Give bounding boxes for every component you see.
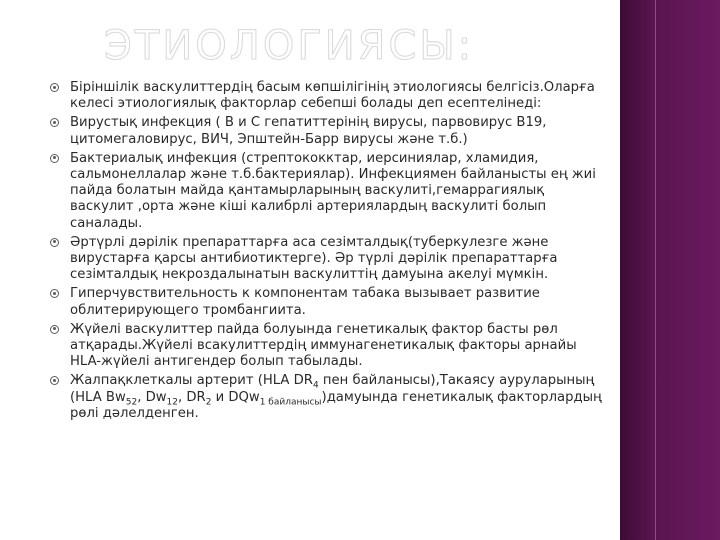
bullet-text: Біріншілік васкулиттердің басым көпшілігінің этиологиясы белгісіз.Оларға келесі этиологиялық факторлар себепші болады деп есептелінеді: <box>70 80 595 112</box>
subscript: 52 <box>125 397 138 408</box>
bullet-text: Вирустық инфекция ( В и С гепатиттерінің вирусы, парвовирус В19, цитомегаловирус, ВИЧ, Эпштейн-Барр вирусы және т.б.) <box>70 115 547 147</box>
bullet-text <box>70 373 606 422</box>
sidebar-divider <box>655 0 656 540</box>
subscript: 12 <box>166 397 178 408</box>
subscript: 4 <box>312 381 319 392</box>
text-segment: , DR <box>178 389 206 405</box>
list-item <box>46 235 606 284</box>
circle-bullet-icon <box>50 289 59 298</box>
subscript: 2 <box>205 397 212 408</box>
list-item <box>46 322 606 371</box>
circle-bullet-icon <box>50 154 59 163</box>
circle-bullet-icon <box>50 238 59 247</box>
list-item <box>46 80 606 112</box>
circle-bullet-icon <box>50 376 59 385</box>
bullet-text: Әртүрлі дәрілік препараттарға аса сезімталдық(туберкулезге және вирустарға қарсы антибиотиктерге). Әр түрлі дәрілік препараттарға сезімталдық некроздалынатын васкулиттің дамуына акелуі мүмкін. <box>70 234 558 283</box>
bullet-text: Жүйелі васкулиттер пайда болуында генетикалық фактор басты рөл атқарады.Жүйелі всакулиттердің иммунагенетикалық факторы арнайы HLA-жүйелі антигендер болып табылады. <box>70 321 577 370</box>
decorative-sidebar <box>620 0 720 540</box>
text-segment: , Dw <box>137 389 167 405</box>
text-segment: и DQw <box>211 389 260 405</box>
subscript: 1 байланысы <box>259 397 322 408</box>
text-segment: пен байланысы),Такаясу ауруларының (HLA Bw <box>70 373 595 405</box>
bullet-text: Гиперчувствительность к компонентам табака вызывает развитие облитерирующего тромбангиита. <box>70 286 540 318</box>
text-segment: )дамуында генетикалық факторлардың рөлі дәлелденген. <box>70 389 602 421</box>
circle-bullet-icon <box>50 325 59 334</box>
bullet-list <box>46 80 606 425</box>
circle-bullet-icon <box>50 83 59 92</box>
circle-bullet-icon <box>50 118 59 127</box>
slide-title: ЭТИОЛОГИЯСЫ: <box>104 23 475 69</box>
text-segment: Жалпақклеткалы артерит (HLA DR <box>70 373 313 389</box>
bullet-text: Бактериалық инфекция (стрептококктар, иерсиниялар, хламидия, сальмонеллалар және т.б.бактериялар). Инфекциямен байланысты ең жиі пайда болатын майда қантамырларының васкулиті,гемаррагиялық васкулит ,орта және кіші калибрлі артериялардың васкулиті болып саналады. <box>70 150 596 231</box>
list-item <box>46 151 606 232</box>
list-item <box>46 286 606 318</box>
list-item <box>46 373 606 422</box>
list-item <box>46 115 606 147</box>
